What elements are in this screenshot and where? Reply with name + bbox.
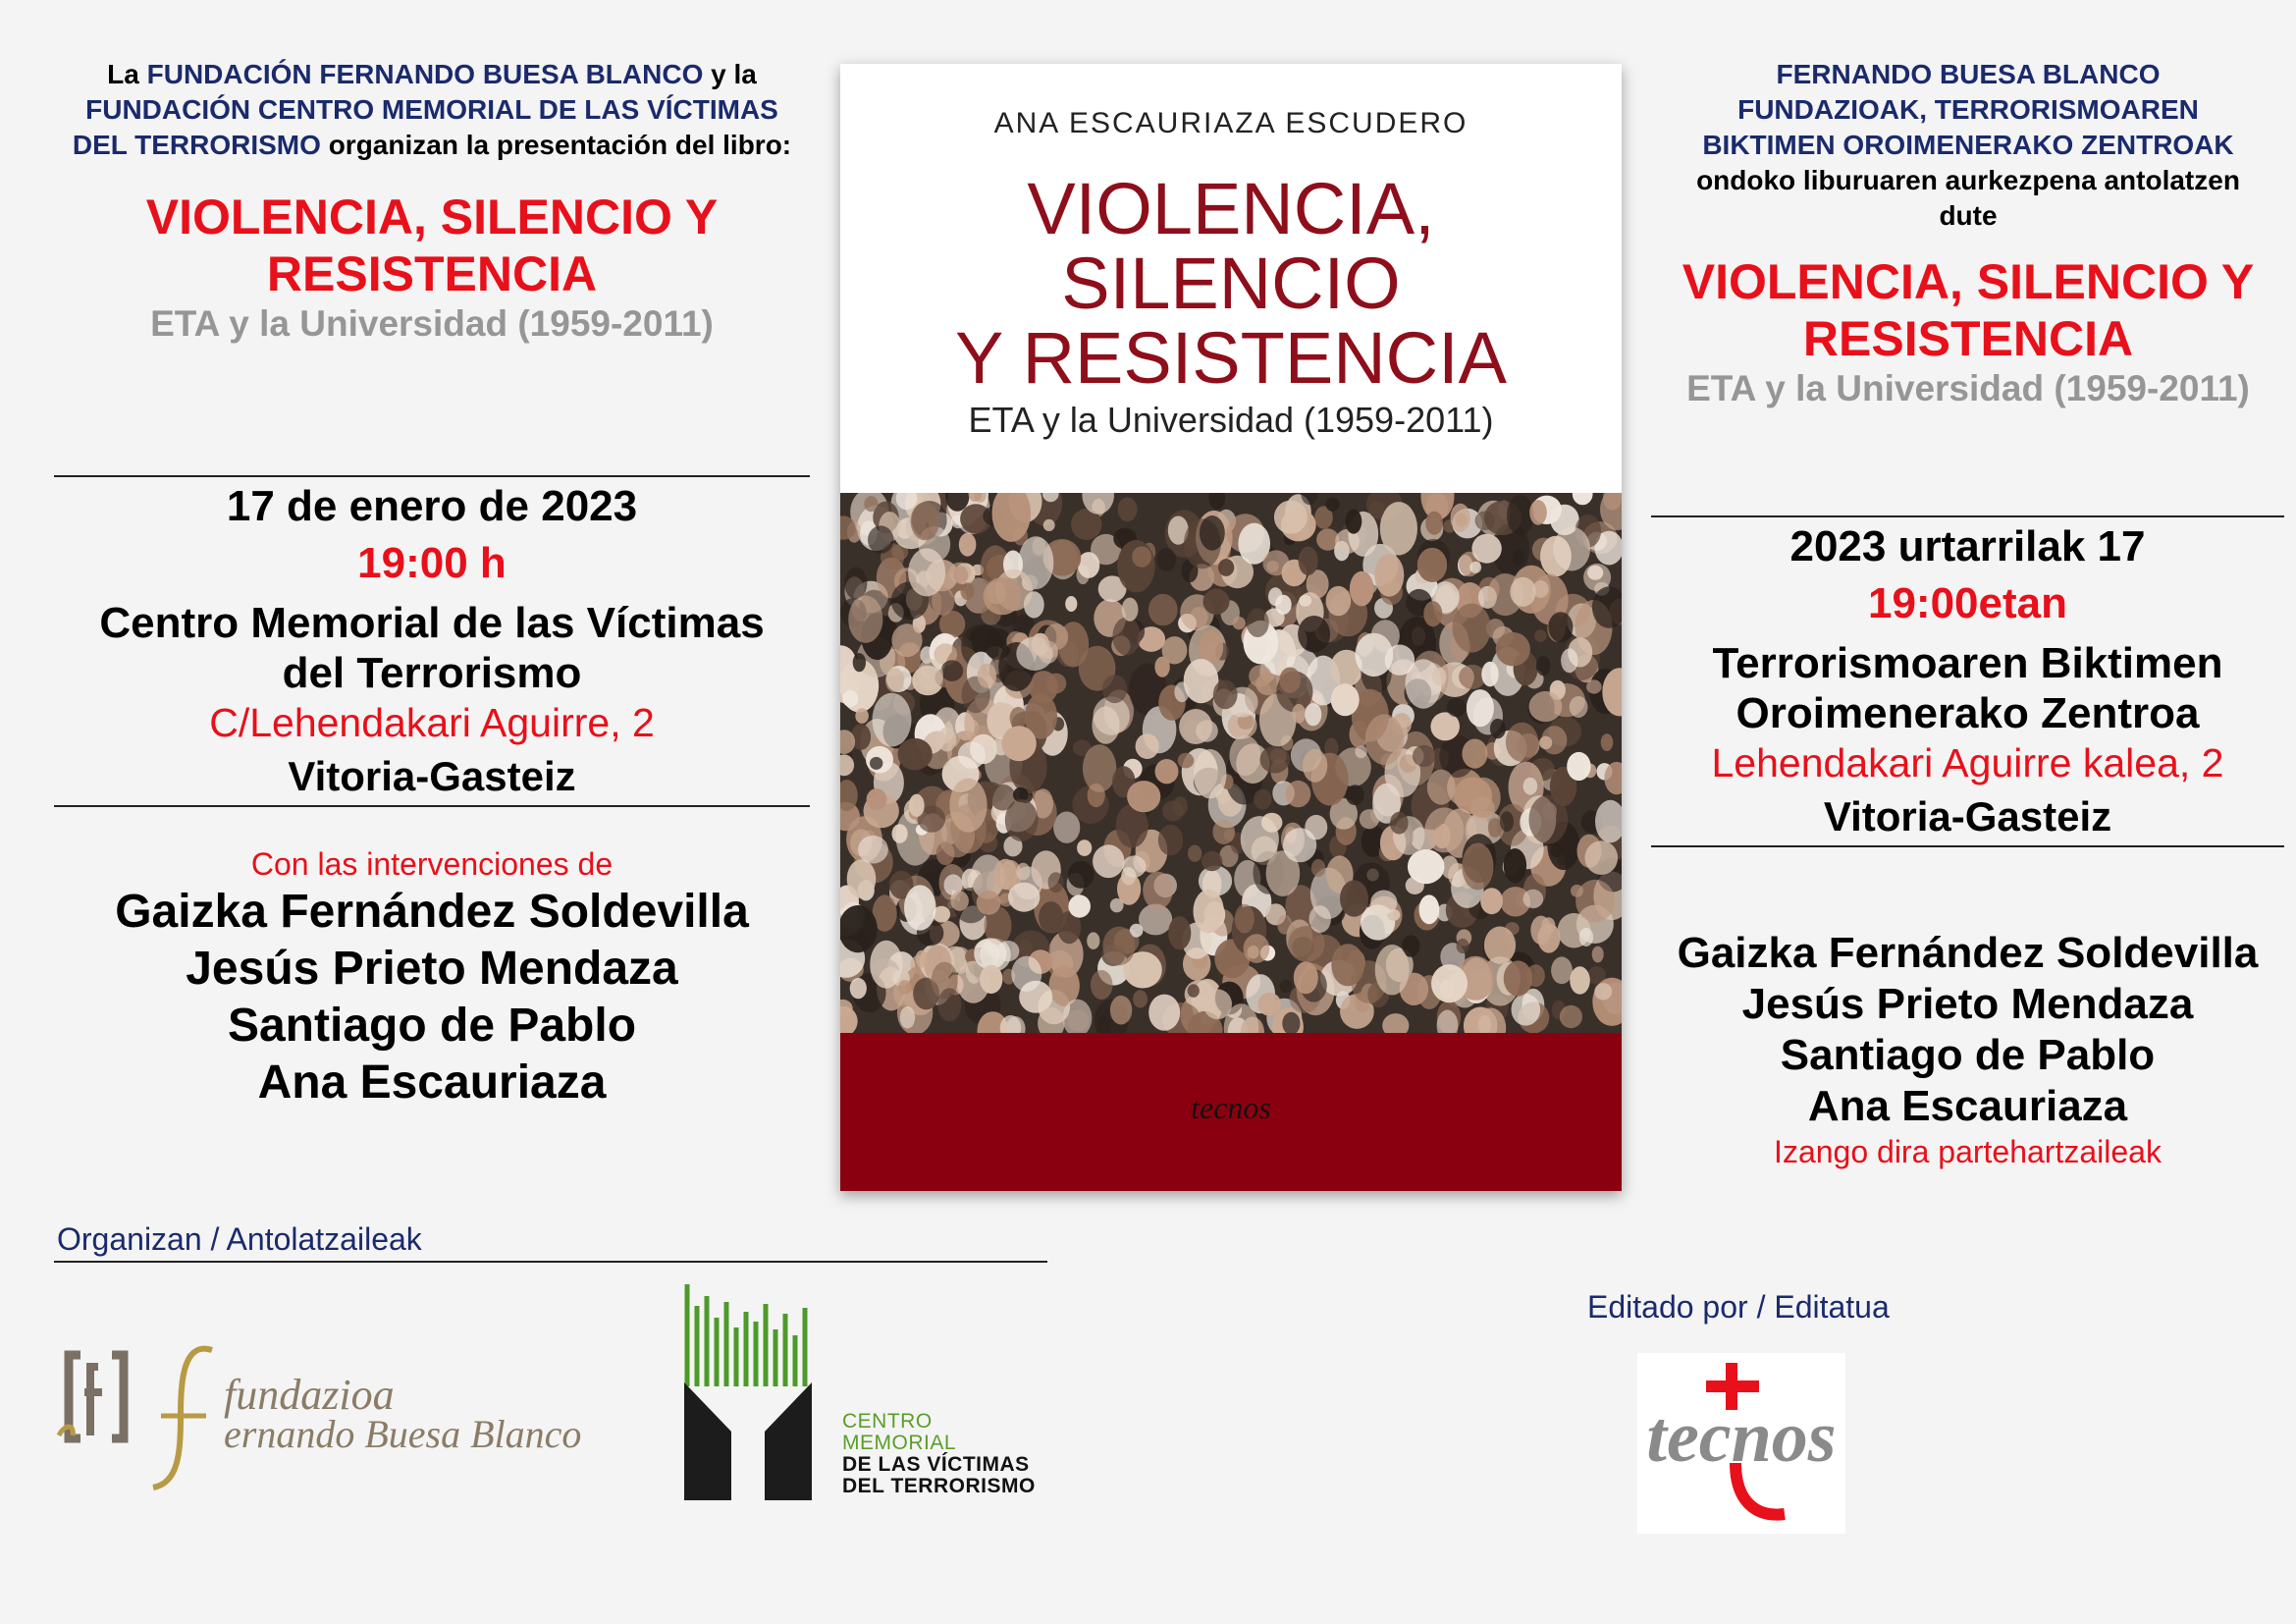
venue-line-2: del Terrorismo [282, 649, 582, 697]
fbb-logo-line-1: fundazioa [224, 1371, 395, 1419]
book-title-line-1: VIOLENCIA, SILENCIO Y [1682, 254, 2255, 309]
tecnos-logo-icon [1637, 1353, 1845, 1534]
speaker-name: Jesús Prieto Mendaza [1741, 980, 2194, 1028]
event-date: 2023 urtarrilak 17 [1789, 522, 2146, 570]
cover-subtitle: ETA y la Universidad (1959-2011) [968, 400, 1494, 440]
book-subtitle: ETA y la Universidad (1959-2011) [150, 303, 714, 344]
speakers-intro: Con las intervenciones de [250, 846, 614, 882]
book-title-line-1: VIOLENCIA, SILENCIO Y [145, 189, 719, 244]
speaker-name: Santiago de Pablo [227, 1000, 637, 1052]
cmvt-line-3: DE LAS VÍCTIMAS [842, 1453, 1030, 1476]
event-time: 19:00 h [357, 539, 507, 587]
cmvt-logo-text [842, 1411, 1036, 1497]
venue-address: Lehendakari Aguirre kalea, 2 [1711, 740, 2224, 785]
book-title-line-2: RESISTENCIA [266, 246, 598, 301]
intro-suffix: organizan la presentación del libro: [320, 130, 792, 160]
intro-line-2: FUNDAZIOAK, TERRORISMOAREN [1737, 94, 2199, 125]
org-name-cmvt: FUNDACIÓN CENTRO MEMORIAL DE LAS VÍCTIMAS DEL TERRORISMO [72, 94, 778, 160]
divider [1651, 845, 2284, 847]
speaker-name: Gaizka Fernández Soldevilla [115, 886, 749, 938]
cmvt-logo-bars [687, 1284, 805, 1386]
org-name-fbb: FUNDACIÓN FERNANDO BUESA BLANCO [146, 59, 704, 89]
speakers-block-eu [1651, 928, 2284, 1171]
intro-connector: y la [703, 59, 757, 89]
intro-line-5: dute [1939, 200, 1998, 231]
intro-line-1: FERNANDO BUESA BLANCO [1776, 59, 2161, 89]
cmvt-line-1: CENTRO [842, 1410, 933, 1433]
divider [54, 805, 810, 807]
speaker-name: Jesús Prieto Mendaza [186, 943, 678, 995]
speaker-name: Gaizka Fernández Soldevilla [1677, 929, 2259, 977]
cmvt-line-4: DEL TERRORISMO [842, 1475, 1036, 1497]
speaker-name: Santiago de Pablo [1780, 1031, 2156, 1079]
spanish-column [54, 57, 810, 346]
cover-title-line-2: SILENCIO [1061, 243, 1401, 324]
venue-line-1: Terrorismoaren Biktimen [1712, 639, 2223, 687]
tecnos-logo [1637, 1353, 1845, 1534]
cover-author: ANA ESCAURIAZA ESCUDERO [993, 107, 1468, 139]
cmvt-line-2: MEMORIAL [842, 1432, 957, 1454]
venue-line-2: Oroimenerako Zentroa [1735, 689, 2200, 737]
tecnos-wordmark: tecnos [1646, 1397, 1837, 1478]
fbb-logo-line-2: ernando Buesa Blanco [224, 1412, 582, 1456]
divider [1651, 515, 2284, 517]
organizers-label: Organizan / Antolatzaileak [57, 1221, 422, 1257]
intro-line-3: BIKTIMEN OROIMENERAKO ZENTROAK [1702, 130, 2234, 160]
intro-text [54, 57, 810, 163]
speakers-block [54, 844, 810, 1111]
fbb-logo-icon [55, 1345, 232, 1492]
intro-line-4: ondoko liburuaren aurkezpena antolatzen [1696, 165, 2240, 195]
book-subtitle: ETA y la Universidad (1959-2011) [1686, 368, 2250, 408]
editor-label: Editado por / Editatua [1587, 1289, 1890, 1325]
cover-title-line-1: VIOLENCIA, [1027, 168, 1435, 249]
divider [54, 1261, 1047, 1263]
speaker-name: Ana Escauriaza [257, 1056, 607, 1109]
intro-prefix: La [107, 59, 147, 89]
cmvt-logo-icon [684, 1284, 812, 1500]
venue-city: Vitoria-Gasteiz [1823, 793, 2112, 839]
speaker-name: Ana Escauriaza [1807, 1082, 2128, 1130]
cover-publisher: tecnos [1191, 1090, 1271, 1125]
venue-city: Vitoria-Gasteiz [288, 753, 576, 799]
cover-title [840, 168, 1622, 399]
event-time: 19:00etan [1867, 579, 2067, 627]
event-details [54, 478, 810, 805]
book-title-line-2: RESISTENCIA [1802, 311, 2134, 366]
cover-title-line-3: Y RESISTENCIA [954, 317, 1507, 399]
venue-line-1: Centro Memorial de las Víctimas [99, 599, 765, 647]
crowd-image [840, 493, 1622, 1033]
divider [54, 475, 810, 477]
basque-column [1649, 57, 2287, 410]
book-cover [840, 64, 1622, 1191]
event-date: 17 de enero de 2023 [226, 482, 638, 530]
cover-crowd-photo [840, 493, 1622, 1033]
venue-address: C/Lehendakari Aguirre, 2 [209, 700, 655, 745]
speakers-outro: Izango dira partehartzaileak [1774, 1134, 2162, 1169]
event-details-eu [1651, 518, 2284, 845]
